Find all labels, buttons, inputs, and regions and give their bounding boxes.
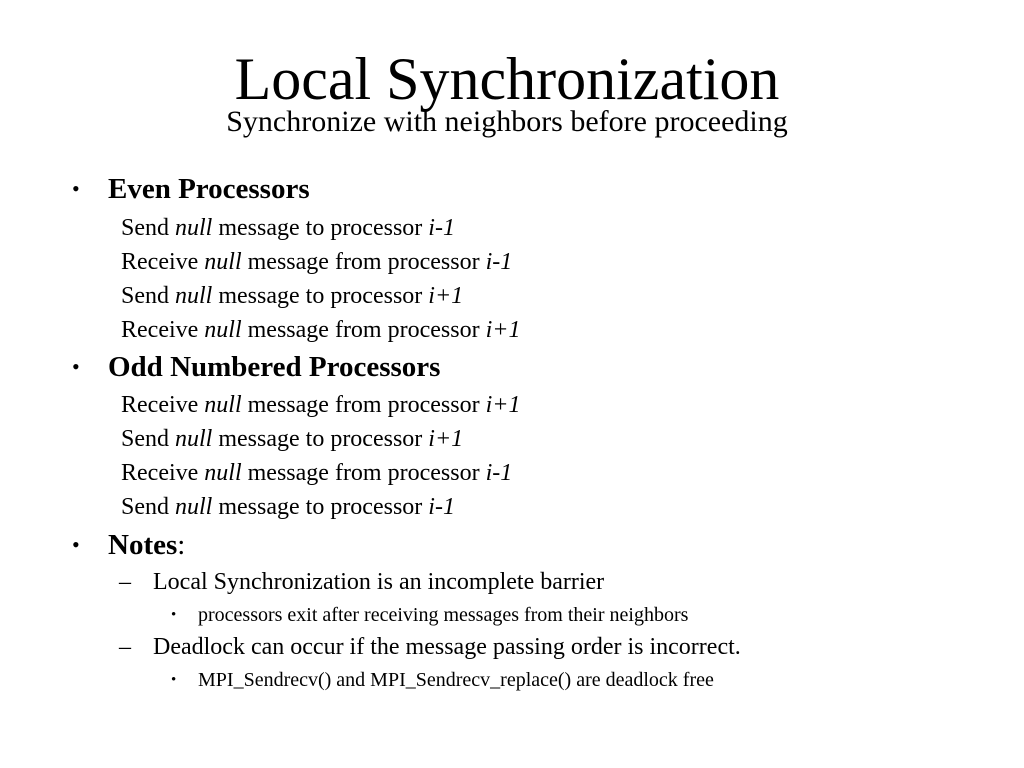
step-target: i+1: [428, 283, 464, 309]
step-target: i+1: [485, 317, 521, 343]
null-word: null: [204, 249, 242, 275]
step-text: message to processor: [212, 215, 429, 241]
step-text: message from processor: [241, 460, 486, 486]
step-text: message from processor: [241, 392, 486, 418]
null-word: null: [175, 426, 213, 452]
step-verb: Send: [121, 215, 175, 241]
step-verb: Receive: [121, 317, 205, 343]
section-heading: Odd Numbered Processors: [108, 351, 441, 383]
null-word: null: [204, 460, 242, 486]
step-text: message to processor: [212, 494, 429, 520]
note-text: Local Synchronization is an incomplete barrier: [153, 569, 605, 595]
step-verb: Receive: [121, 460, 205, 486]
step-line: [121, 247, 512, 277]
null-word: null: [175, 283, 213, 309]
step-verb: Send: [121, 494, 175, 520]
step-verb: Send: [121, 283, 175, 309]
null-word: null: [204, 317, 242, 343]
bullet-marker: •: [72, 532, 80, 557]
step-target: i-1: [428, 494, 455, 520]
step-line: [121, 315, 520, 345]
bullet-marker: •: [171, 672, 177, 688]
step-target: i-1: [485, 249, 513, 275]
note-text: Deadlock can occur if the message passing order is incorrect.: [153, 634, 741, 660]
section-heading: Notes: [108, 529, 178, 561]
step-target: i+1: [428, 426, 464, 452]
null-word: null: [175, 494, 213, 520]
step-line: [121, 492, 455, 522]
slide-title: Local Synchronization: [234, 46, 780, 112]
step-target: i+1: [485, 392, 521, 418]
step-verb: Receive: [121, 249, 205, 275]
null-word: null: [204, 392, 242, 418]
note-subtext: MPI_Sendrecv() and MPI_Sendrecv_replace() are deadlock free: [198, 669, 714, 691]
note-subtext: processors exit after receiving messages from their neighbors: [198, 604, 689, 626]
null-word: null: [175, 215, 213, 241]
dash-marker: –: [119, 569, 131, 595]
section-heading-notes: [108, 528, 185, 562]
step-verb: Send: [121, 426, 175, 452]
dash-marker: –: [119, 634, 131, 660]
slide-subtitle: Synchronize with neighbors before proceeding: [226, 105, 788, 138]
step-verb: Receive: [121, 392, 205, 418]
step-target: i-1: [428, 215, 455, 241]
step-text: message from processor: [241, 317, 486, 343]
heading-colon: :: [177, 529, 186, 561]
step-line: [121, 458, 512, 488]
step-text: message to processor: [212, 426, 429, 452]
section-heading: Even Processors: [108, 173, 310, 205]
step-text: message from processor: [241, 249, 486, 275]
bullet-marker: •: [72, 354, 80, 379]
step-line: [121, 424, 463, 454]
step-line: [121, 390, 520, 420]
step-line: [121, 213, 455, 243]
step-line: [121, 281, 463, 311]
bullet-marker: •: [72, 176, 80, 201]
bullet-marker: •: [171, 607, 177, 623]
step-target: i-1: [485, 460, 513, 486]
step-text: message to processor: [212, 283, 429, 309]
